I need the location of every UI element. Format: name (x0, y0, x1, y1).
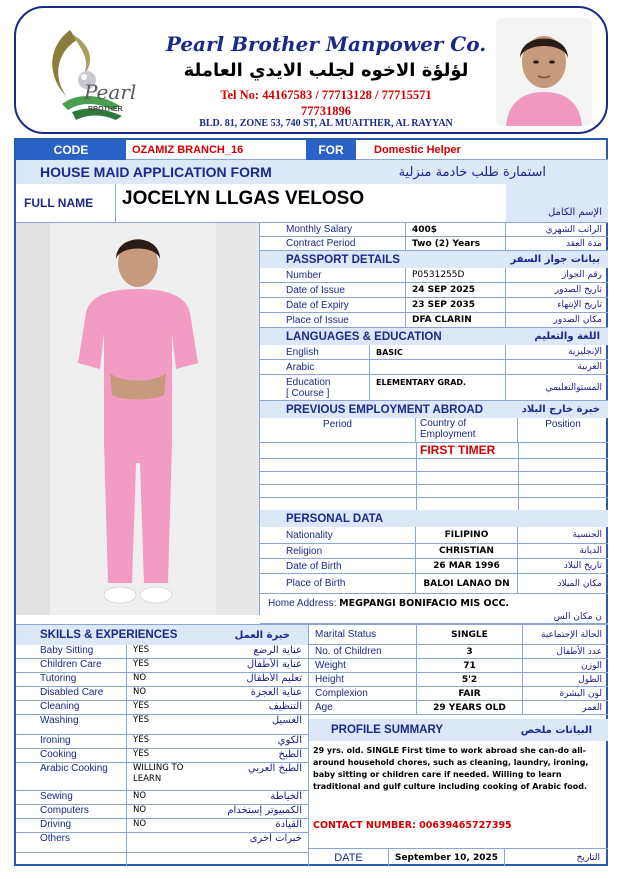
skill-arabic: خبرات أخرى (197, 833, 308, 853)
place-of-birth-label: Place of Birth (260, 574, 416, 594)
skill-label: Sewing (16, 791, 126, 805)
place-of-issue-label: Place of Issue (260, 313, 406, 328)
skill-label: Washing (16, 715, 126, 735)
contract-period-label: Contract Period (260, 237, 406, 251)
nationality-value: FILIPINO (416, 527, 518, 544)
skill-label: Disabled Care (16, 687, 126, 701)
arabic-label: Arabic (260, 360, 370, 375)
skill-arabic: الكوي (197, 735, 308, 749)
arabic-value (370, 360, 506, 375)
english-arabic: الإنجليزية (506, 345, 608, 360)
religion-value: CHRISTIAN (416, 544, 518, 559)
date-arabic: التاريخ (576, 852, 600, 863)
status-value: 71 (417, 659, 523, 673)
skill-label: Baby Sitting (16, 645, 126, 659)
personal-section-header (260, 510, 608, 527)
education-course-label: [ Course ] (286, 387, 330, 399)
arabic-arabic: العربية (506, 360, 608, 375)
contract-period-value: Two (2) Years (406, 237, 506, 251)
for-value: Domestic Helper (356, 140, 608, 160)
employment-title-arabic: خبرة خارج البلاد (521, 404, 600, 415)
skill-label: Others (16, 833, 126, 853)
skills-section-header (16, 625, 308, 645)
skill-value: YES (127, 645, 197, 659)
full-body-photo (16, 223, 260, 615)
religion-arabic: الديانة (518, 544, 608, 559)
languages-section-header (260, 328, 608, 345)
english-value: BASIC (370, 345, 506, 360)
full-name-value: JOCELYN LLGAS VELOSO (122, 188, 365, 209)
nationality-arabic: الجنسية (518, 527, 608, 544)
profile-title-arabic: البيانات ملخص (520, 724, 592, 736)
status-label: Age (309, 701, 417, 715)
status-arabic: الحالة الإجتماعية (523, 625, 608, 645)
for-label: FOR (306, 140, 356, 160)
status-label: Complexion (309, 687, 417, 701)
date-of-expiry-arabic: تاريخ الإنتهاء (506, 298, 608, 313)
skill-value: YES (127, 701, 197, 715)
skill-label: Children Care (16, 659, 126, 673)
company-name-english: Pearl Brother Manpower Co. (165, 32, 487, 56)
letterhead (14, 6, 608, 134)
education-arabic: المستوالتعليمي (506, 375, 608, 401)
company-logo (42, 22, 142, 130)
skill-value: NO (127, 819, 197, 833)
status-label: No. of Children (309, 645, 417, 659)
date-of-expiry-value: 23 SEP 2035 (406, 298, 506, 313)
skill-label: Arabic Cooking (16, 763, 126, 791)
skill-value: NO (127, 673, 197, 687)
skills-title-arabic: خبرة العمل (234, 629, 290, 641)
status-label: Marital Status (309, 625, 417, 645)
date-of-expiry-label: Date of Expiry (260, 298, 406, 313)
contract-period-arabic: مدة العقد (506, 237, 608, 251)
status-label: Height (309, 673, 417, 687)
company-name-arabic: لؤلؤة الاخوه لجلب الايدي العاملة (183, 60, 469, 81)
country-column-header: Country of Employment (416, 418, 518, 442)
profile-section-header (309, 719, 608, 741)
place-of-issue-value: DFA CLARIN (406, 313, 506, 328)
skill-value: YES (127, 659, 197, 673)
code-label: CODE (16, 140, 126, 160)
skills-title: SKILLS & EXPERIENCES (40, 629, 178, 641)
status-value: 3 (417, 645, 523, 659)
skill-label: Ironing (16, 735, 126, 749)
home-address-value: MEGPANGI BONIFACIO MIS OCC. (339, 598, 510, 609)
home-address-label: Home Address: (268, 598, 337, 609)
status-arabic: الطول (523, 673, 608, 687)
skill-arabic: الغسيل (197, 715, 308, 735)
skill-value: NO (127, 687, 197, 701)
skill-arabic: تعليم الأطفال (197, 673, 308, 687)
languages-title: LANGUAGES & EDUCATION (286, 330, 442, 343)
tel-line-1: Tel No: 44167583 / 77713128 / 77715571 (220, 88, 432, 102)
form-title-arabic: استمارة طلب خادمة منزلية (398, 164, 546, 180)
date-of-issue-arabic: تاريخ الصدور (506, 283, 608, 298)
code-value: OZAMIZ BRANCH_16 (126, 140, 306, 160)
skill-arabic: القيادة (197, 819, 308, 833)
skill-value: NO (127, 791, 197, 805)
date-of-birth-label: Date of Birth (260, 559, 416, 574)
monthly-salary-label: Monthly Salary (260, 223, 406, 237)
passport-number-value: P0531255D (406, 268, 506, 283)
nationality-label: Nationality (260, 527, 416, 544)
place-of-issue-arabic: مكان الصدور (506, 313, 608, 328)
place-of-birth-value: BALOI LANAO DN (416, 574, 518, 594)
employment-section-header (260, 401, 608, 418)
passport-number-label: Number (260, 268, 406, 283)
religion-label: Religion (260, 544, 416, 559)
contact-number: CONTACT NUMBER: 00639465727395 (313, 820, 512, 831)
status-arabic: العمر (523, 701, 608, 715)
profile-summary-text: 29 yrs. old. SINGLE First time to work abroad she can-do all-around household chores, such as cleaning, laundry, ironing, baby sitting or children care if needed. Willing to learn traditional and gulf culture including cooking of Arabic food. (313, 746, 589, 791)
education-label-cell (260, 375, 370, 401)
english-label: English (260, 345, 370, 360)
status-value: 5'2 (417, 673, 523, 687)
date-of-birth-arabic: تاريخ البلاد (518, 559, 608, 574)
status-value: 29 YEARS OLD (417, 701, 523, 715)
passport-title: PASSPORT DETAILS (286, 253, 400, 266)
skill-arabic: عناية الأطفال (197, 659, 308, 673)
skill-label: Computers (16, 805, 126, 819)
full-name-label-arabic: الإسم الكامل (506, 184, 608, 222)
skill-arabic: الخياطة (197, 791, 308, 805)
skill-arabic: عناية الرضع (197, 645, 308, 659)
skill-value: YES (127, 749, 197, 763)
status-value: FAIR (417, 687, 523, 701)
headshot-photo (496, 18, 592, 126)
skill-arabic: الطبخ (197, 749, 308, 763)
logo-text: Pearl (84, 80, 137, 104)
education-value: ELEMENTARY GRAD. (370, 375, 506, 401)
skill-arabic: عناية العجزة (197, 687, 308, 701)
date-label: DATE (309, 849, 389, 866)
date-of-birth-value: 26 MAR 1996 (416, 559, 518, 574)
status-label: Weight (309, 659, 417, 673)
status-value: SINGLE (417, 625, 523, 645)
skill-arabic: الطبخ العربي (197, 763, 308, 791)
skill-value: YES (127, 715, 197, 735)
monthly-salary-value: 400$ (406, 223, 506, 237)
skill-label: Cleaning (16, 701, 126, 715)
date-of-issue-value: 24 SEP 2025 (406, 283, 506, 298)
company-address: BLD. 81, ZONE 53, 740 ST, AL MUAITHER, AL RAYYAN (199, 118, 453, 129)
passport-number-arabic: رقم الجواز (506, 268, 608, 283)
period-column-header: Period (260, 418, 416, 442)
skill-value: WILLING TO LEARN (127, 763, 197, 791)
position-column-header: Position (545, 419, 581, 430)
form-title: HOUSE MAID APPLICATION FORM (16, 160, 608, 184)
passport-section-header (260, 251, 608, 268)
personal-title: PERSONAL DATA (286, 512, 384, 525)
skill-arabic: الكمبيوتر إستخدام (197, 805, 308, 819)
skill-label: Cooking (16, 749, 126, 763)
first-timer-note: FIRST TIMER (420, 443, 496, 457)
skill-value: YES (127, 735, 197, 749)
logo-subtext: BROTHER (88, 106, 123, 113)
home-address-arabic: ن مكان الس (553, 612, 602, 622)
skill-value (127, 833, 197, 853)
skill-value: NO (127, 805, 197, 819)
telephone-numbers (156, 87, 496, 119)
status-arabic: الوزن (523, 659, 608, 673)
status-arabic: لون البشرة (523, 687, 608, 701)
languages-title-arabic: اللغة والتعليم (534, 331, 600, 342)
full-name-label: FULL NAME (16, 184, 116, 222)
date-of-issue-label: Date of Issue (260, 283, 406, 298)
status-arabic: عدد الأطفال (523, 645, 608, 659)
skill-label: Tutoring (16, 673, 126, 687)
employment-title: PREVIOUS EMPLOYMENT ABROAD (286, 403, 484, 416)
skill-label: Driving (16, 819, 126, 833)
date-value: September 10, 2025 (389, 849, 505, 866)
profile-title: PROFILE SUMMARY (331, 724, 444, 736)
place-of-birth-arabic: مكان الميلاد (518, 574, 608, 594)
skill-arabic: التنظيف (197, 701, 308, 715)
monthly-salary-arabic: الراتب الشهري (506, 223, 608, 237)
education-label: Education (286, 376, 331, 388)
application-form (14, 138, 608, 866)
passport-title-arabic: بيانات جواز السفر (510, 254, 600, 265)
tel-line-2: 77731896 (301, 104, 351, 118)
